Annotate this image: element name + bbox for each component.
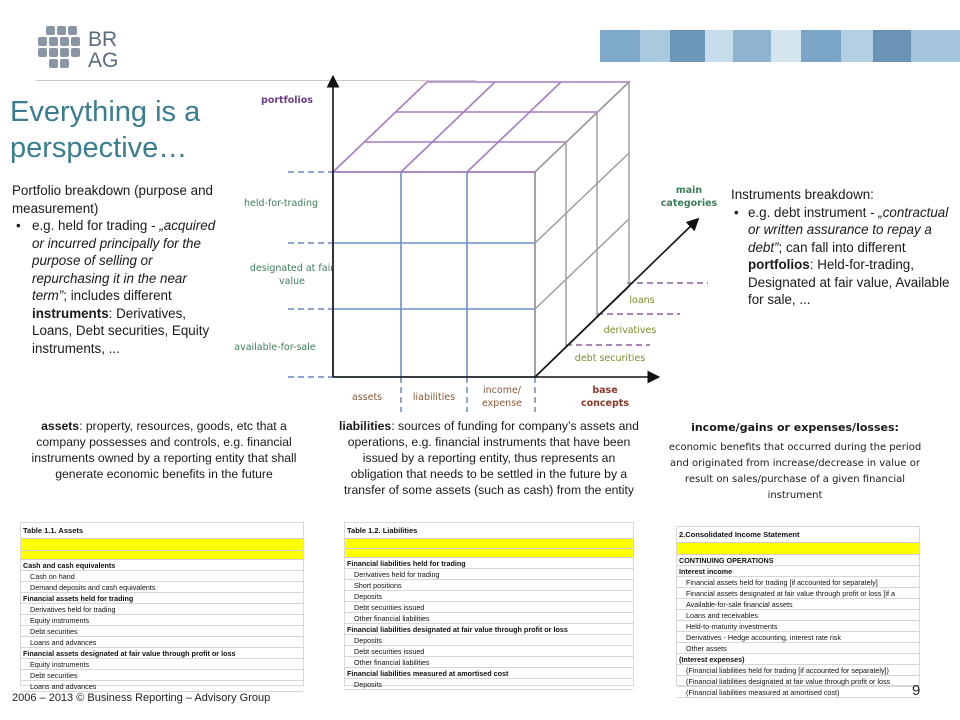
- example-prefix: e.g. held for trading -: [32, 218, 156, 233]
- table-row: Financial liabilities measured at amortised cost: [345, 668, 633, 679]
- page-number: 9: [912, 682, 921, 699]
- label-available-for-sale: available-for-sale: [234, 342, 316, 353]
- table-row: Debt securities: [21, 670, 303, 681]
- after-quote: ; can fall into different: [778, 239, 906, 255]
- bullet-icon: •: [734, 204, 739, 220]
- table-row: Available-for-sale financial assets: [677, 599, 919, 610]
- income-term: income/gains or expenses/losses:: [691, 421, 899, 434]
- income-table-rows: [677, 555, 919, 698]
- income-statement-snippet: [676, 526, 920, 697]
- table-row: Derivatives held for trading: [21, 604, 303, 615]
- liabilities-table-rows: [345, 558, 633, 690]
- instruments-keyword: instruments: [32, 305, 109, 321]
- table-row: (Financial liabilities designated at fair value through profit or loss: [677, 676, 919, 687]
- table-row: Financial liabilities held for trading: [345, 558, 633, 569]
- label-loans: loans: [629, 295, 655, 306]
- table-row: Cash and cash equivalents: [21, 560, 303, 571]
- table-row: Short positions: [345, 580, 633, 591]
- table-row: Held-to-maturity investments: [677, 621, 919, 632]
- assets-term: assets: [41, 419, 80, 433]
- label-designated-at-fair-value: designated at fair value: [249, 263, 335, 287]
- label-debt-securities: debt securities: [574, 353, 646, 364]
- table-row: Other assets: [677, 643, 919, 654]
- table-row: Deposits: [345, 635, 633, 646]
- table-row: Debt securities: [21, 626, 303, 637]
- table-row: Debt securities issued: [345, 602, 633, 613]
- table-row: Loans and advances: [21, 637, 303, 648]
- label-income-expense: income/ expense: [482, 385, 522, 409]
- after-quote: ; includes different: [63, 288, 172, 303]
- liabilities-description: [336, 418, 642, 498]
- footer-copyright: 2006 – 2013 © Business Reporting – Advisory Group: [12, 692, 271, 704]
- table-row: Interest income: [677, 566, 919, 577]
- logo-text-line1: BR: [88, 28, 118, 51]
- table-row: CONTINUING OPERATIONS: [677, 555, 919, 566]
- table-row: Derivatives - Hedge accounting, interest rate risk: [677, 632, 919, 643]
- cube-front-face: [333, 172, 535, 377]
- portfolio-breakdown-intro: Portfolio breakdown (purpose and measurement): [12, 183, 213, 216]
- assets-table-snippet: [20, 522, 304, 691]
- table-row: Financial assets designated at fair value through profit or loss: [21, 648, 303, 659]
- table-row: Derivatives held for trading: [345, 569, 633, 580]
- table-highlight-row: [345, 549, 633, 558]
- axis-title-main-categories: main categories: [660, 185, 718, 209]
- table-row: Cash on hand: [21, 571, 303, 582]
- instruments-list: : Derivatives, Loans, Debt securities, Equity instruments, ...: [32, 305, 210, 356]
- table-row: Loans and receivables: [677, 610, 919, 621]
- table-row: Financial assets held for trading: [21, 593, 303, 604]
- table-row: Deposits: [345, 591, 633, 602]
- table-row: Equity instruments: [21, 659, 303, 670]
- table-row: Debt securities issued: [345, 646, 633, 657]
- label-assets: assets: [351, 392, 383, 403]
- income-table-title: 2.Consolidated Income Statement: [677, 527, 919, 543]
- cube-top-face: [333, 82, 629, 172]
- bullet-icon: •: [16, 218, 21, 233]
- portfolios-list: : Held-for-trading, Designated at fair value, Available for sale, ...: [748, 257, 950, 307]
- assets-table-title: Table 1.1. Assets: [21, 523, 303, 539]
- axis-title-base-concepts: base concepts: [581, 385, 629, 409]
- table-row: Equity instruments: [21, 615, 303, 626]
- logo-text-line2: AG: [88, 49, 119, 72]
- income-description: [664, 420, 926, 504]
- label-derivatives: derivatives: [603, 325, 657, 336]
- liabilities-table-snippet: [344, 522, 634, 689]
- assets-definition: : property, resources, goods, etc that a company possesses and controls, e.g. financial instruments owned by a reporting entity that shall generate economic benefits in the future: [31, 419, 297, 481]
- example-quote: „contractual or written assurance to repay a debt”: [748, 204, 949, 255]
- table-row: (Financial liabilities measured at amortised cost): [677, 687, 919, 698]
- example-prefix: e.g. debt instrument -: [748, 204, 875, 220]
- liabilities-table-title: Table 1.2. Liabilities: [345, 523, 633, 539]
- portfolios-keyword: portfolios: [748, 257, 810, 272]
- assets-description: [16, 418, 312, 482]
- table-row: (Interest expenses): [677, 654, 919, 665]
- table-highlight-row: [345, 539, 633, 549]
- liabilities-term: liabilities: [339, 419, 392, 433]
- table-row: Deposits: [345, 679, 633, 690]
- income-definition: economic benefits that occurred during the period and originated from increase/decrease in value or result on sales/purchase of a given financial instrument: [668, 442, 922, 501]
- assets-table-rows: [21, 560, 303, 692]
- axis-title-portfolios: portfolios: [261, 95, 313, 106]
- table-row: Financial assets designated at fair value through profit or loss [if a: [677, 588, 919, 599]
- example-quote: „acquired or incurred principally for the purpose of selling or repurchasing it in the near term”: [32, 218, 216, 303]
- table-row: Other financial liabilities: [345, 657, 633, 668]
- label-liabilities: liabilities: [412, 392, 456, 403]
- instruments-breakdown-intro: Instruments breakdown:: [731, 187, 874, 202]
- table-row: Other financial liabilities: [345, 613, 633, 624]
- table-row: Financial assets held for trading [if accounted for separately]: [677, 577, 919, 588]
- table-row: (Financial liabilities held for trading [if accounted for separately]): [677, 665, 919, 676]
- liabilities-definition: : sources of funding for company’s assets and operations, e.g. financial instruments that have been issued by a reporting entity, thus represents an obligation that needs to be settled in the future by a transfer of some assets (such as cash) from the entity: [344, 419, 639, 497]
- table-highlight-row: [21, 551, 303, 560]
- table-row: Loans and advances: [21, 681, 303, 692]
- table-highlight-row: [21, 539, 303, 551]
- table-row: Financial liabilities designated at fair value through profit or loss: [345, 624, 633, 635]
- slide-title: Everything is a perspective…: [10, 96, 201, 164]
- table-row: Demand deposits and cash equivalents: [21, 582, 303, 593]
- table-highlight-row: [677, 543, 919, 555]
- label-held-for-trading: held-for-trading: [243, 198, 319, 209]
